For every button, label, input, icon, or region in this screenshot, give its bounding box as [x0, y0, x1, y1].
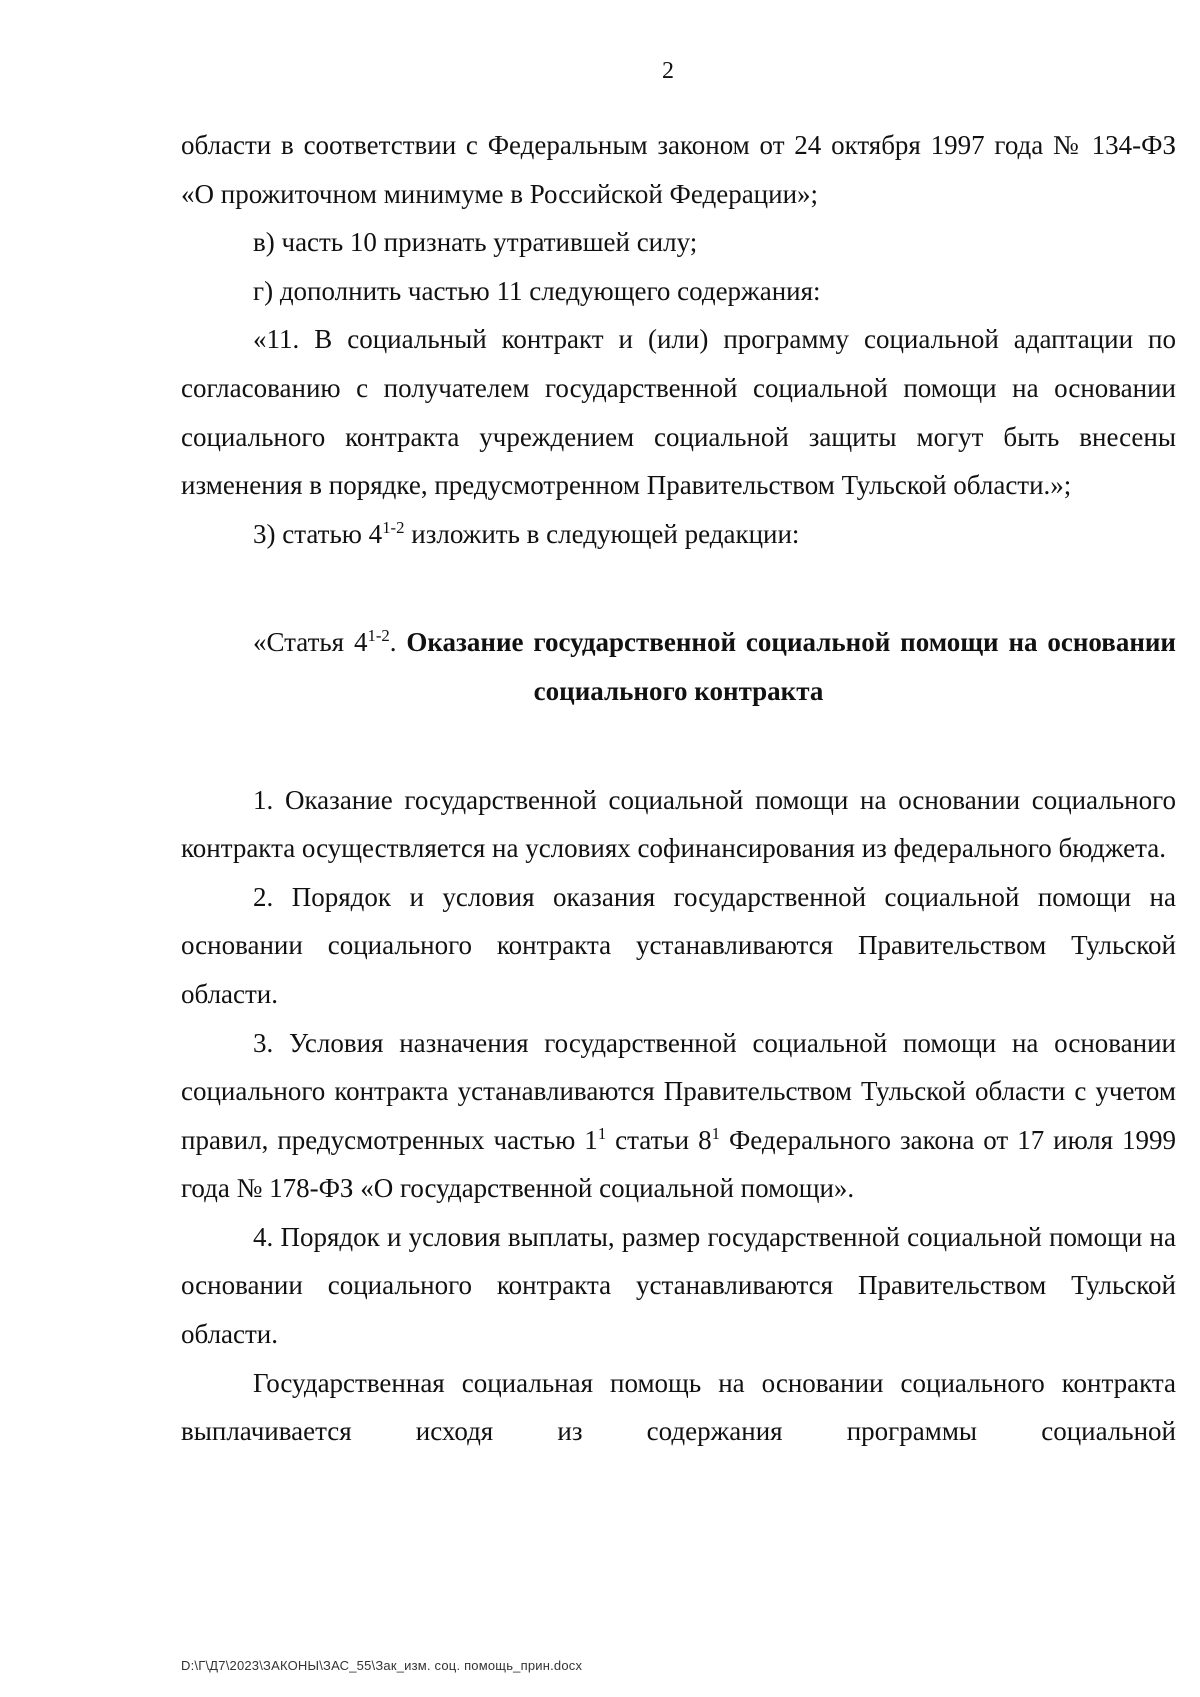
point-4: 4. Порядок и условия выплаты, размер государственной социальной помощи на основании социального контракта устанавливаются Правительством Тульской области.	[181, 1221, 1176, 1350]
article-title: Оказание государственной социальной помощи на основании социального контракта	[406, 627, 1176, 706]
paragraph: в) часть 10 признать утратившей силу;	[253, 227, 698, 258]
point-1: 1. Оказание государственной социальной помощи на основании социального контракта осуществляется на условиях софинансирования из федерального бюджета.	[181, 784, 1176, 864]
point-5: Государственная социальная помощь на основании социального контракта выплачивается исходя из содержания программы социальной	[181, 1367, 1176, 1447]
point-2: 2. Порядок и условия оказания государственной социальной помощи на основании социального контракта устанавливаются Правительством Тульской области.	[181, 881, 1176, 1009]
article-heading: «Статья 4$^{1-2}$. Оказание государственной социальной помощи на основании социального контракта	[253, 626, 1176, 706]
paragraph: «11. В социальный контракт и (или) программу социальной адаптации по согласованию с получателем государственной социальной помощи на основании социального контракта учреждением социальной защиты могут быть внесены изменения в порядке, предусмотренном Правительством Тульской области.»;	[181, 324, 1176, 501]
paragraph: г) дополнить частью 11 следующего содержания:	[253, 275, 821, 306]
file-path-footer: D:\Г\Д7\2023\ЗАКОНЫ\ЗАС_55\Зак_изм. соц. помощь_прин.docx	[181, 1658, 583, 1673]
paragraph: области в соответствии с Федеральным законом от 24 октября 1997 года № 134-ФЗ «О прожиточном минимуме в Российской Федерации»;	[181, 130, 1176, 209]
document-body	[181, 121, 1176, 1456]
page-number: 2	[662, 58, 674, 84]
paragraph-item-3: 3) статью 4$^{1-2}$ изложить в следующей редакции:	[253, 517, 800, 549]
point-3: 3. Условия назначения государственной социальной помощи на основании социального контракта устанавливаются Правительством Тульской области с учетом правил, предусмотренных частью $1^1$ статьи $8^1$ Федерального закона от 17 июля 1999 года № 178-ФЗ «О государственной социальной помощи».	[181, 1027, 1177, 1204]
